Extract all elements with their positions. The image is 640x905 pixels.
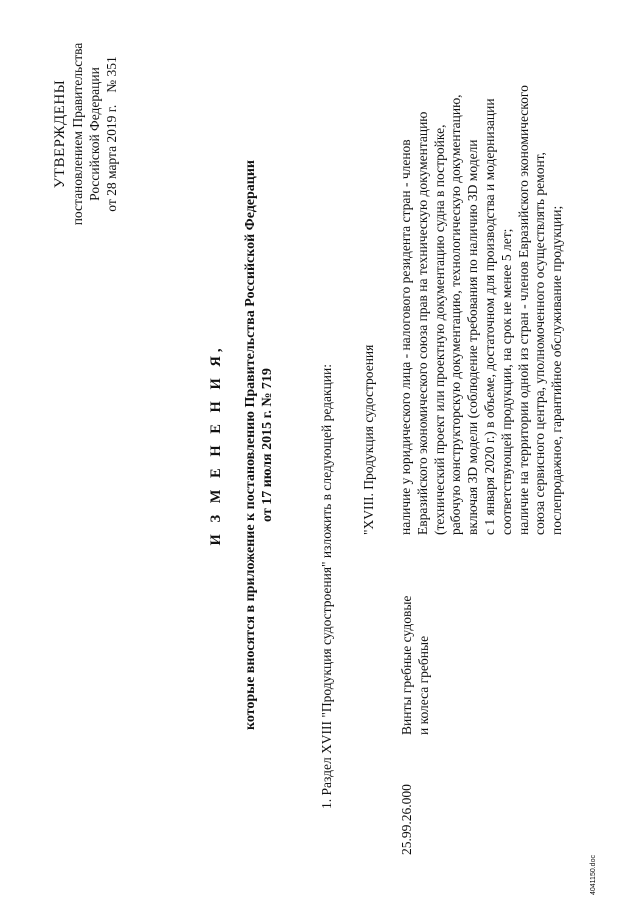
requirement-line: рабочую конструкторскую документацию, технологическую документацию, [448,94,464,535]
paragraph-1: 1. Раздел XVIII "Продукция судостроения" изложить в следующей редакции: [319,363,334,809]
title-line-3: от 17 июля 2015 г. № 719 [260,368,275,522]
requirement-line: с 1 января 2020 г.) в объеме, достаточном для производства и модернизации [481,98,497,535]
approval-stamp [52,9,120,259]
requirement-line: союза сервисного центра, уполномоченного осуществлять ремонт, [532,152,548,535]
product-name-line-1: Винты гребные судовые [399,595,414,735]
product-code: 25.99.26.000 [399,784,414,855]
requirement-line: соответствующей продукции, на срок не менее 5 лет; [498,228,514,535]
product-name-line-2: и колеса гребные [416,635,431,735]
requirement-line: (технический проект или проектную документацию судна в постройке, [431,124,447,535]
requirement-line: включая 3D модели (соблюдение требования по наличию 3D модели [465,139,481,535]
approved-heading: УТВЕРЖДЕНЫ [52,79,68,189]
approved-line-3 [103,9,120,259]
requirements-text [398,25,566,535]
requirement-line: Евразийского экономического союза прав на техническую документацию [414,111,430,535]
title-changes: И З М Е Н Е Н И Я, [208,344,224,546]
approved-line-2: Российской Федерации [87,67,102,201]
product-name [398,535,432,735]
section-title: "XVIII. Продукция судостроения [361,344,376,535]
approved-line-1: постановлением Правительства [70,42,85,226]
requirement-line: наличие на территории одной из стран - членов Евразийского экономического [515,85,531,535]
approved-number: № 351 [104,56,119,93]
title-line-2: которые вносятся в приложение к постановлению Правительства Российской Федерации [243,159,258,731]
requirement-line: наличие у юридического лица - налогового резидента стран - членов [398,139,413,535]
document-title [208,85,276,805]
footer-filename: 4041150.doc [590,855,597,895]
requirement-line: послепродажное, гарантийное обслуживание продукции; [549,205,565,535]
approved-date: от 28 марта 2019 г. [104,104,119,212]
